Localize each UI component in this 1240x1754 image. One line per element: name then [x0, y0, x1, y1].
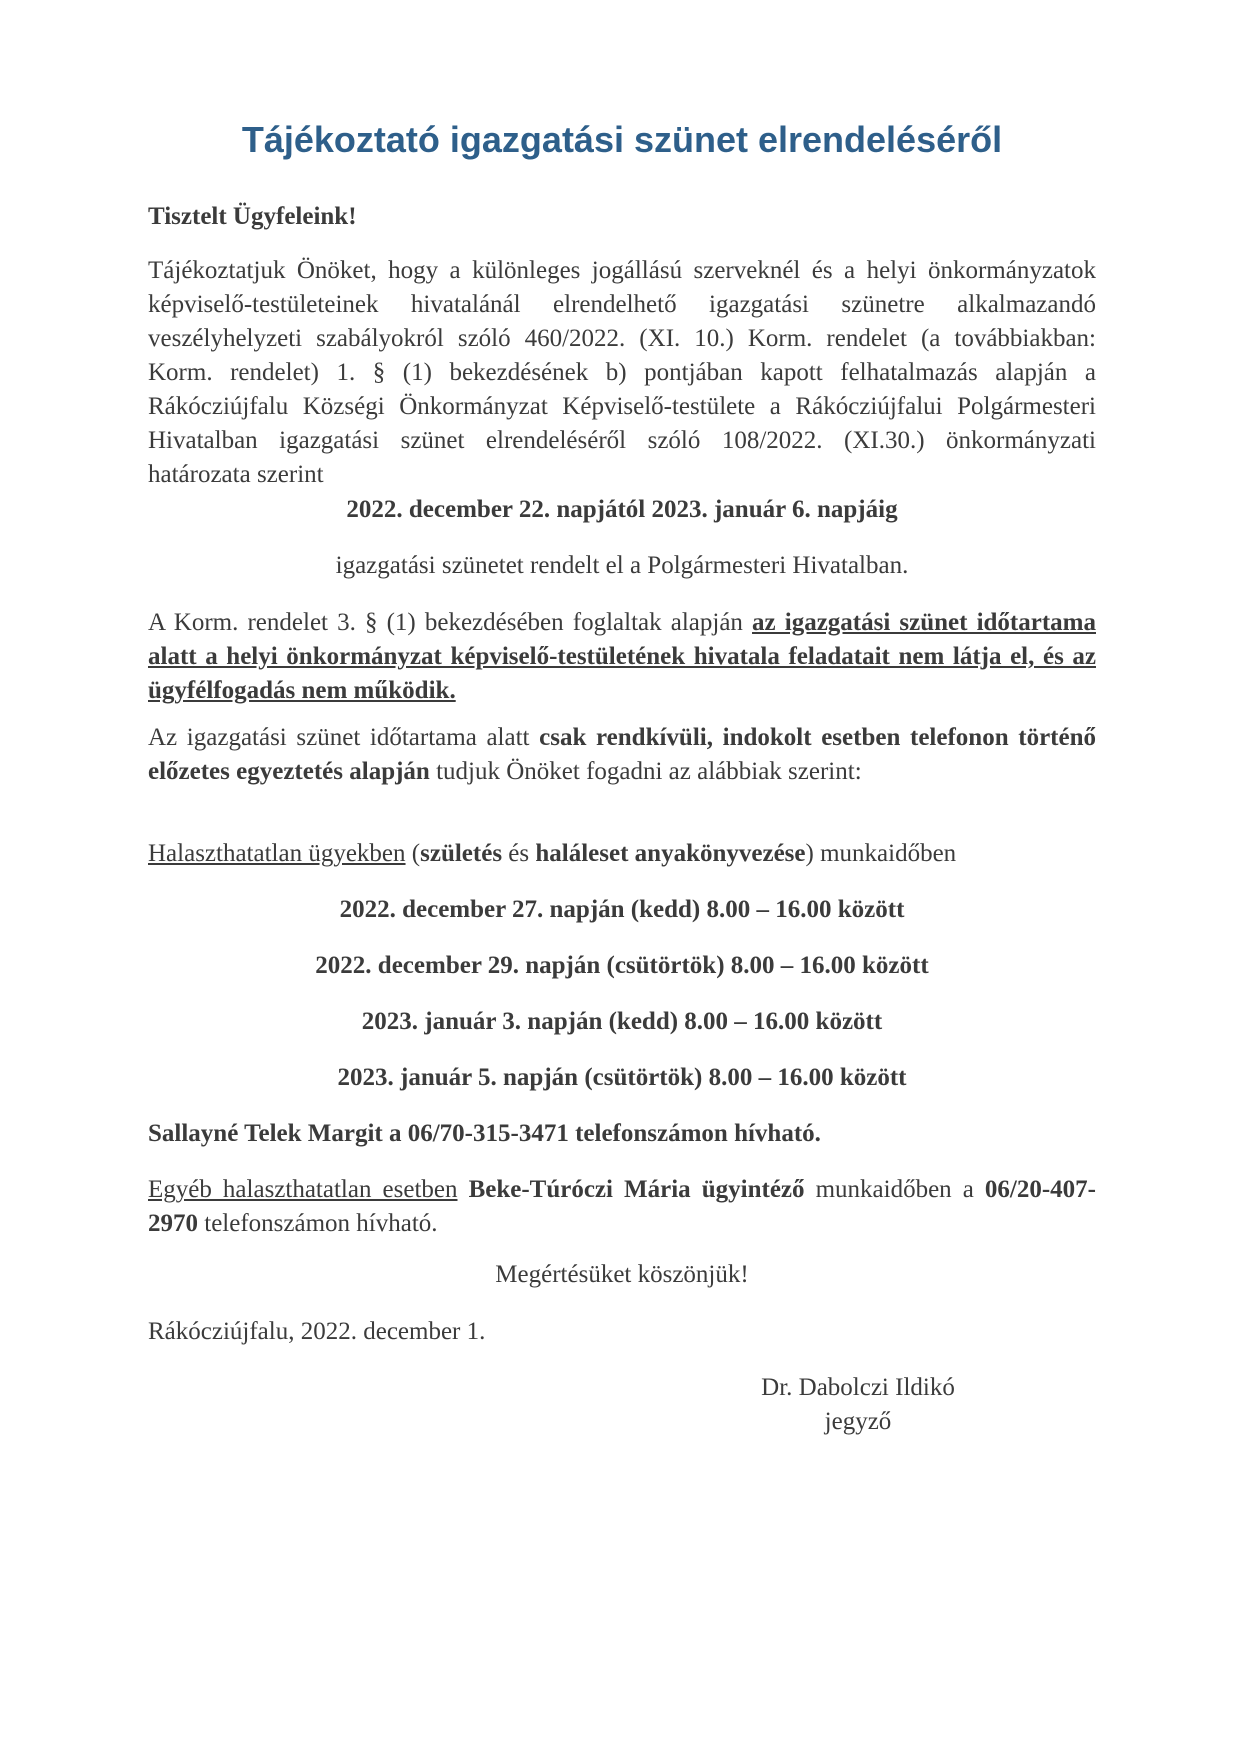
exception-bold: csak rendkívüli, indokolt esetben telefonon történő előzetes egyeztetés alapján [148, 724, 1096, 785]
reception-date-4: 2023. január 5. napján (csütörtök) 8.00 – 16.00 között [337, 1064, 907, 1091]
other-cases-paragraph [148, 1173, 1096, 1241]
rule-paragraph [148, 606, 1096, 708]
exception-prefix: Az igazgatási szünet időtartama alatt [148, 724, 540, 751]
urgent-label: Halaszthatatlan ügyekben [148, 840, 406, 867]
other-mid: munkaidőben a [804, 1176, 985, 1203]
urgent-birth: születés [420, 840, 503, 867]
thanks-line: Megértésüket köszönjük! [495, 1261, 749, 1288]
urgent-and: és [502, 840, 536, 867]
closure-period: 2022. december 22. napjától 2023. január 6. napjáig [346, 496, 898, 523]
exception-paragraph [148, 721, 1096, 789]
urgent-cases-line [148, 837, 1096, 871]
reception-date-2: 2022. december 29. napján (csütörtök) 8.00 – 16.00 között [315, 952, 929, 979]
urgent-death-registration: haláleset anyakönyvezése [535, 840, 806, 867]
contact-sallayne: Sallayné Telek Margit a 06/70-315-3471 telefonszámon hívható. [148, 1120, 821, 1147]
other-contact-phone: 06/20-407-2970 [148, 1176, 1096, 1237]
urgent-suffix: ) munkaidőben [805, 840, 957, 867]
document-title: Tájékoztató igazgatási szünet elrendeléséről [241, 119, 1003, 160]
reception-date-3: 2023. január 3. napján (kedd) 8.00 – 16.00 között [361, 1008, 883, 1035]
other-space [458, 1176, 469, 1203]
other-cases-label: Egyéb halaszthatatlan esetben [148, 1176, 458, 1203]
place-and-date: Rákócziújfalu, 2022. december 1. [148, 1318, 486, 1345]
other-suffix: telefonszámon hívható. [198, 1210, 438, 1237]
closure-period-note: igazgatási szünetet rendelt el a Polgármesteri Hivatalban. [335, 552, 909, 579]
reception-date-1: 2022. december 27. napján (kedd) 8.00 – 16.00 között [339, 896, 905, 923]
rule-prefix: A Korm. rendelet 3. § (1) bekezdésében foglaltak alapján [148, 609, 753, 636]
signer-name: Dr. Dabolczi Ildikó [761, 1374, 955, 1401]
greeting: Tisztelt Ügyfeleink! [148, 203, 357, 230]
other-contact-name: Beke-Túróczi Mária ügyintéző [468, 1176, 805, 1203]
urgent-paren: ( [405, 840, 421, 867]
signer-title: jegyző [824, 1408, 892, 1435]
intro-paragraph: Tájékoztatjuk Önöket, hogy a különleges jogállású szerveknél és a helyi önkormányzatok képviselő-testületeinek hivatalánál elrendelhető igazgatási szünetre alkalmazandó veszélyhelyzeti szabályokról szóló 460/2022. (XI. 10.) Korm. rendelet (a továbbiakban: Korm. rendelet) 1. § (1) bekezdésének b) pontjában kapott felhatalmazás alapján a Rákócziújfalu Községi Önkormányzat Képviselő-testülete a Rákócziújfalui Polgármesteri Hivatalban igazgatási szünet elrendeléséről szóló 108/2022. (XI.30.) önkormányzati határozata szerint [148, 257, 1096, 488]
exception-suffix: tudjuk Önöket fogadni az alábbiak szerint: [429, 758, 862, 785]
rule-emphasis: az igazgatási szünet időtartama alatt a helyi önkormányzat képviselő-testületének hivatala feladatait nem látja el, és az ügyfélfogadás nem működik. [148, 609, 1096, 704]
